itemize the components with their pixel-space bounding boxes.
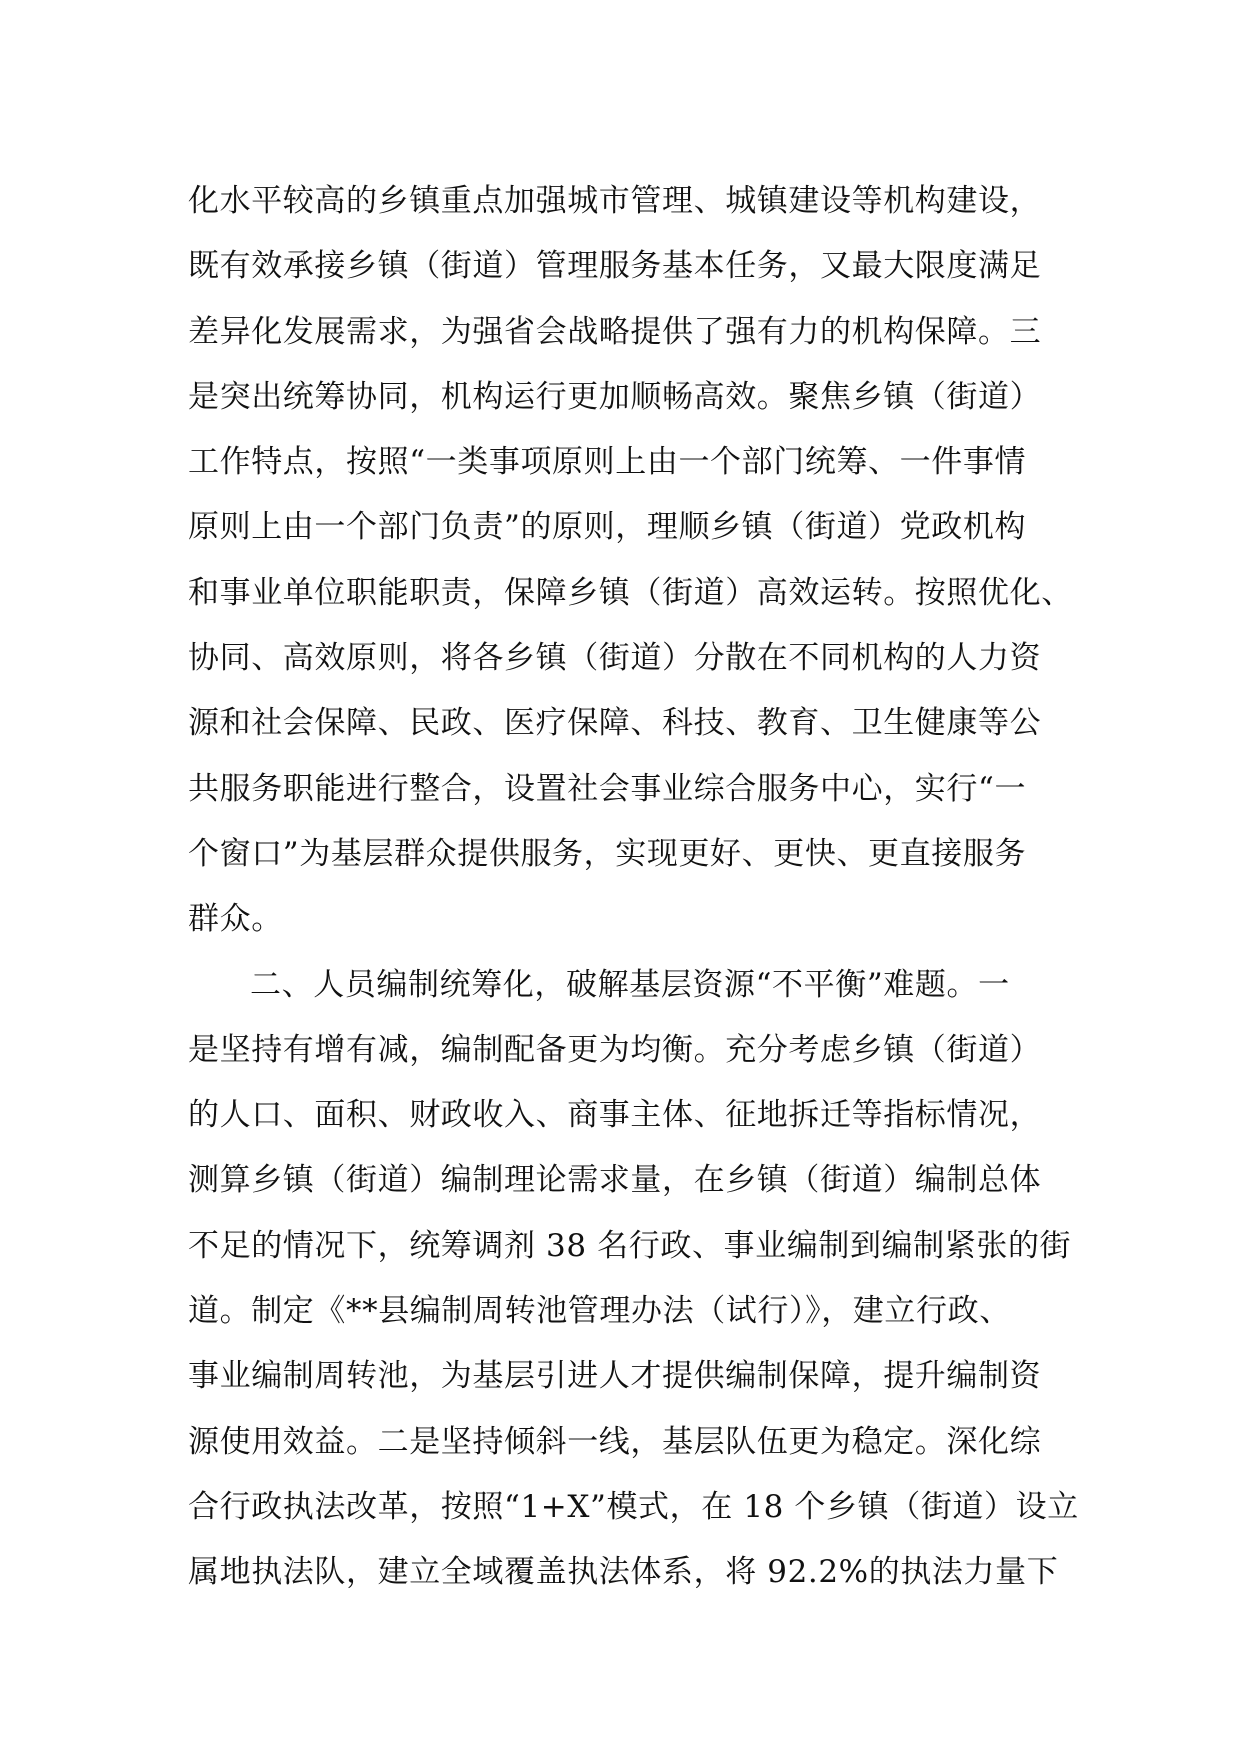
text-line: 不足的情况下，统筹调剂 38 名行政、事业编制到编制紧张的街 — [188, 1227, 1072, 1264]
text-line: 差异化发展需求，为强省会战略提供了强有力的机构保障。三 — [188, 313, 1042, 350]
text-line: 源和社会保障、民政、医疗保障、科技、教育、卫生健康等公 — [188, 705, 1042, 742]
paragraph-start-line: 二、人员编制统筹化，破解基层资源“不平衡”难题。一 — [250, 966, 1010, 1003]
text-line: 和事业单位职能职责，保障乡镇（街道）高效运转。按照优化、 — [188, 574, 1073, 611]
text-line: 化水平较高的乡镇重点加强城市管理、城镇建设等机构建设， — [188, 183, 1042, 219]
text-line: 事业编制周转池，为基层引进人才提供编制保障，提升编制资 — [188, 1358, 1042, 1395]
text-line: 工作特点，按照“一类事项原则上由一个部门统筹、一件事情 — [188, 444, 1027, 481]
text-line: 群众。 — [188, 901, 283, 938]
text-line: 是突出统筹协同，机构运行更加顺畅高效。聚焦乡镇（街道） — [188, 378, 1042, 415]
text-line: 协同、高效原则，将各乡镇（街道）分散在不同机构的人力资 — [188, 640, 1042, 677]
text-line: 是坚持有增有减，编制配备更为均衡。充分考虑乡镇（街道） — [188, 1031, 1042, 1068]
text-line: 合行政执法改革，按照“1+X”模式，在 18 个乡镇（街道）设立 — [188, 1488, 1079, 1525]
text-line: 既有效承接乡镇（街道）管理服务基本任务，又最大限度满足 — [188, 248, 1042, 285]
text-line: 个窗口”为基层群众提供服务，实现更好、更快、更直接服务 — [188, 835, 1027, 872]
text-line: 共服务职能进行整合，设置社会事业综合服务中心，实行“一 — [188, 770, 1027, 807]
text-line: 的人口、面积、财政收入、商事主体、征地拆迁等指标情况， — [188, 1097, 1042, 1134]
text-line: 测算乡镇（街道）编制理论需求量，在乡镇（街道）编制总体 — [188, 1162, 1042, 1199]
body-text — [188, 169, 1080, 1606]
text-line: 道。制定《**县编制周转池管理办法（试行）》，建立行政、 — [188, 1293, 1011, 1330]
text-line: 源使用效益。二是坚持倾斜一线，基层队伍更为稳定。深化综 — [188, 1423, 1042, 1460]
text-line: 属地执法队，建立全域覆盖执法体系，将 92.2%的执法力量下 — [188, 1554, 1059, 1591]
text-line: 原则上由一个部门负责”的原则，理顺乡镇（街道）党政机构 — [188, 509, 1027, 546]
